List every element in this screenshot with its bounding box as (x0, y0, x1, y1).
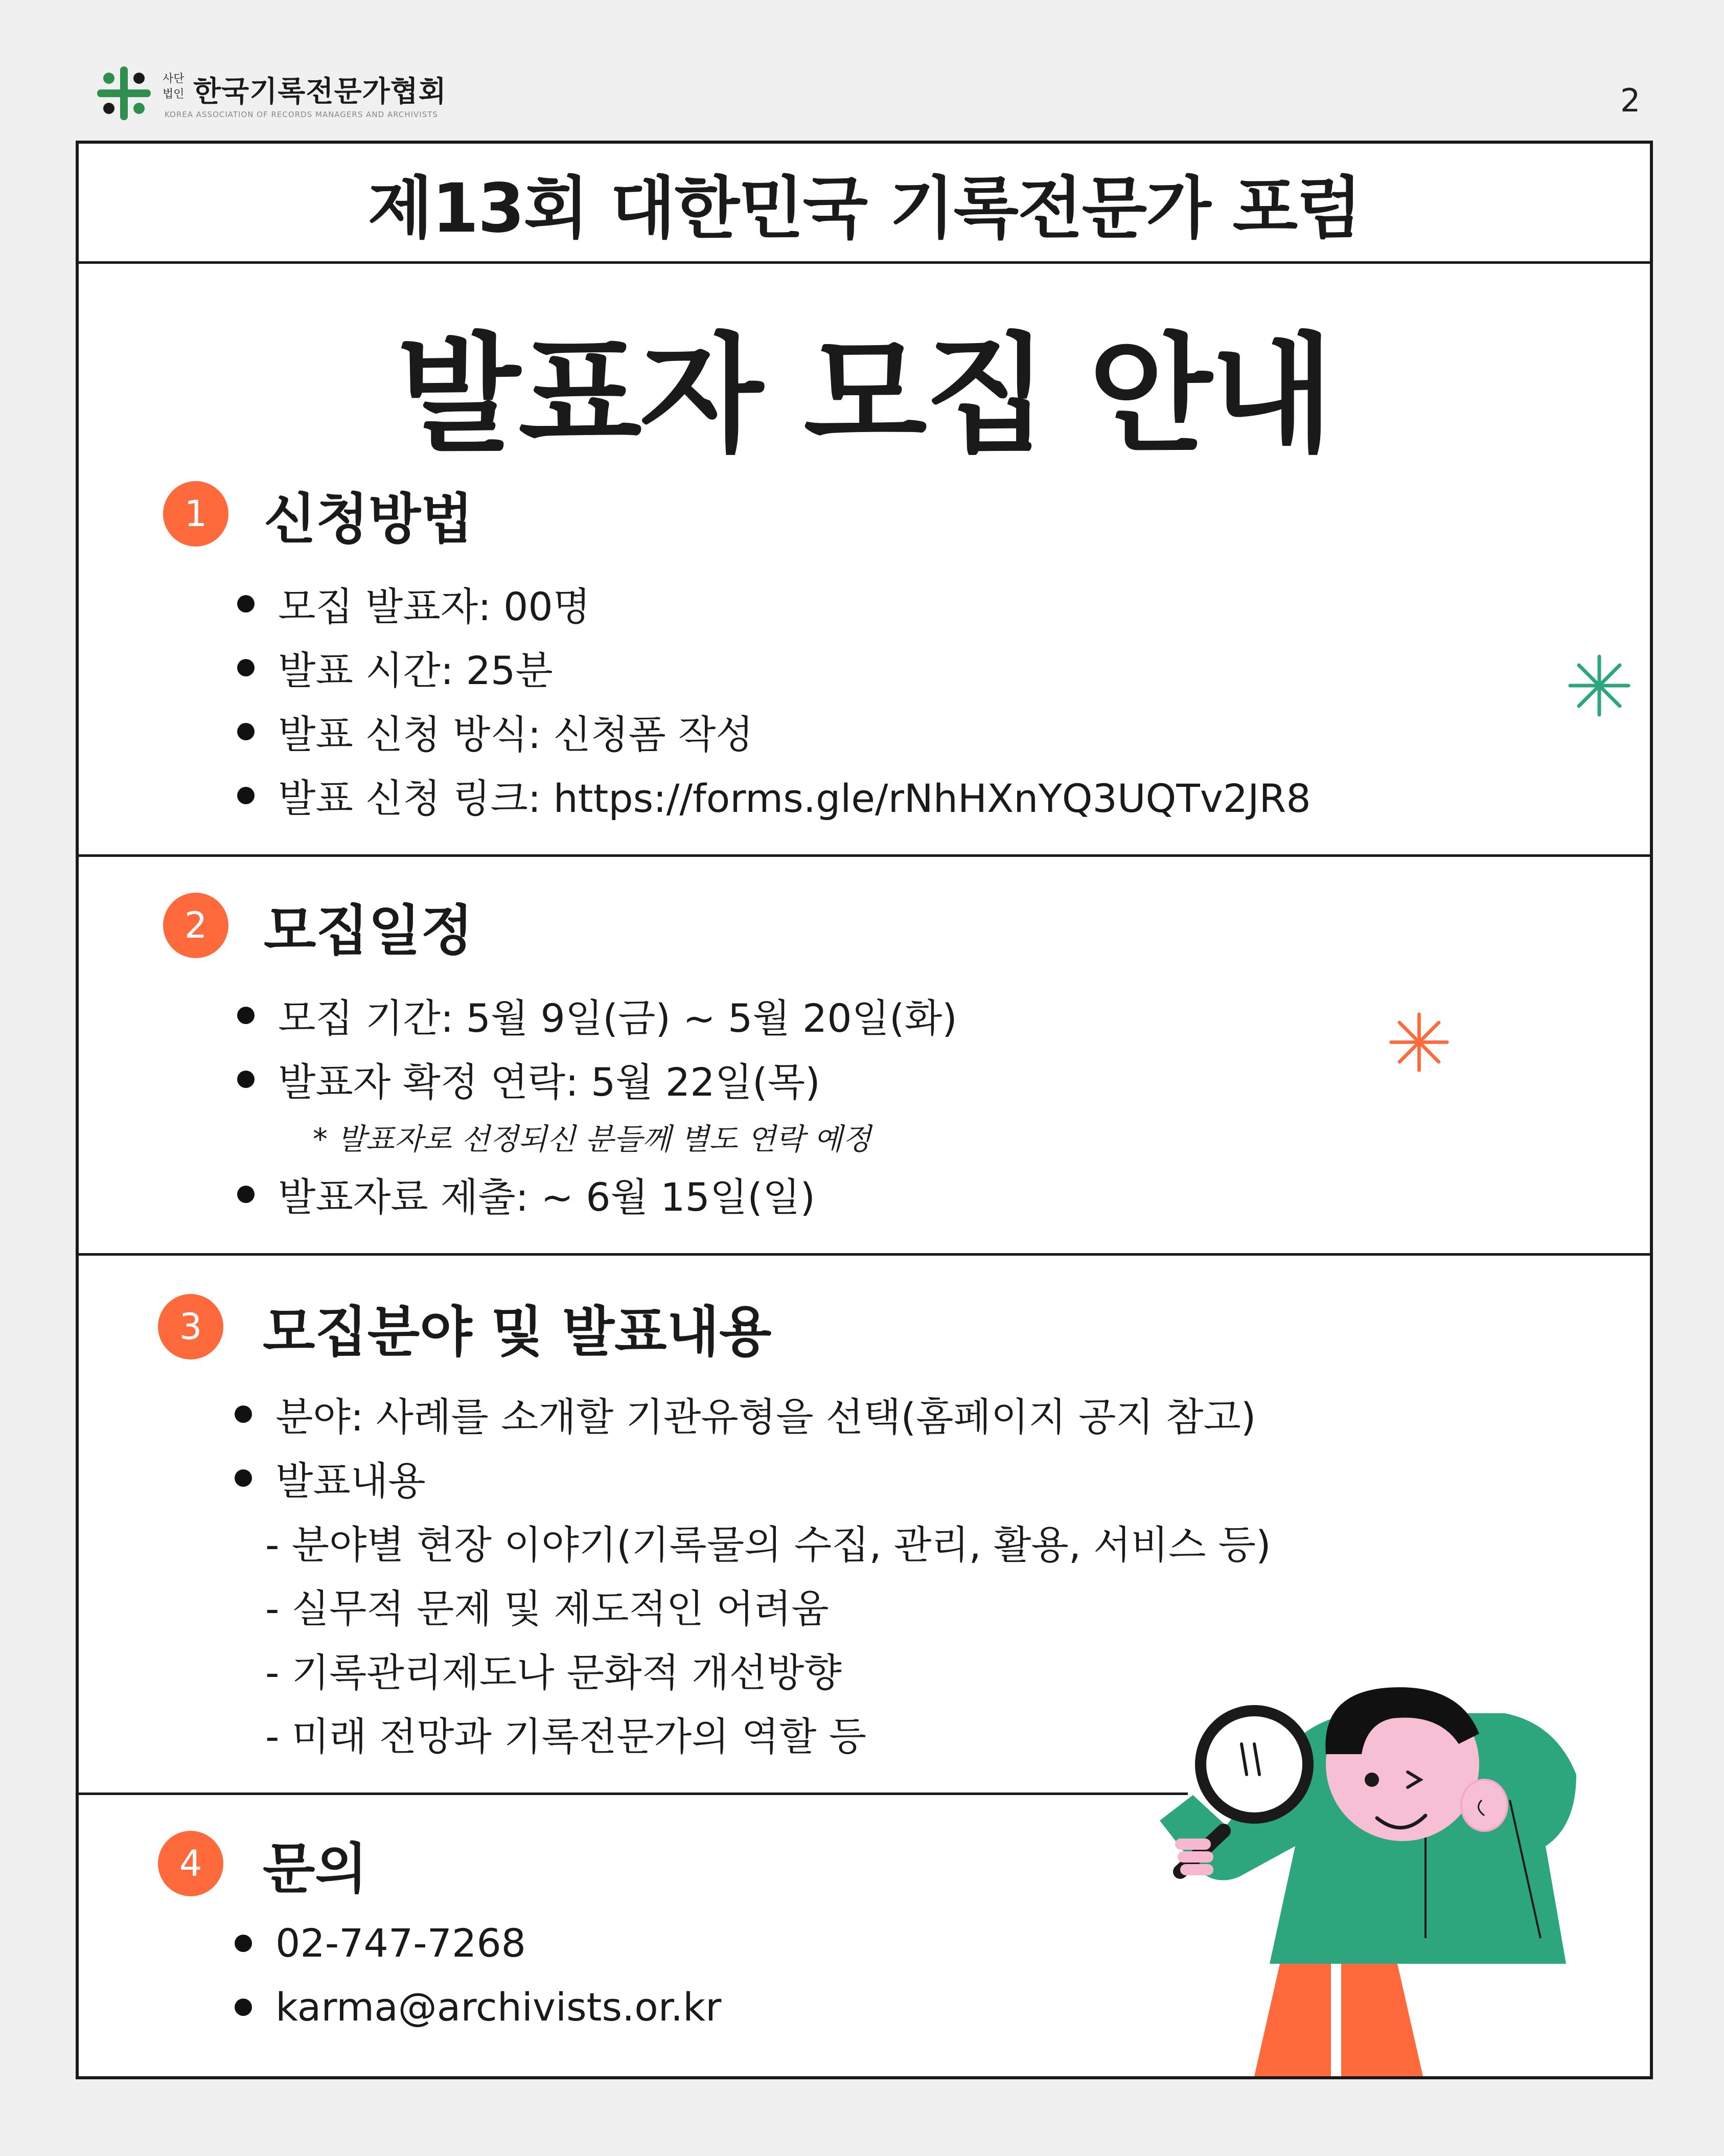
section-number-badge: 1 (163, 481, 228, 547)
list-item[interactable] (237, 767, 1311, 823)
bullet-dot (237, 787, 255, 804)
sub-item: - 분야별 현장 이야기(기록물의 수집, 관리, 활용, 서비스 등) (265, 1522, 1271, 1568)
forum-title: 제13회 대한민국 기록전문가 포럼 (367, 169, 1361, 248)
orange-asterisk-icon (1387, 1010, 1451, 1074)
bullet-dot (237, 595, 255, 612)
list-item: 분야: 사례를 소개할 기관유형을 선택(홈페이지 공지 참고) (235, 1386, 1256, 1442)
section-title: 신청방법 (264, 488, 473, 551)
list-item: 발표 시간: 25분 (237, 640, 553, 695)
main-title: 발표자 모집 안내 (397, 321, 1332, 469)
list-item: 발표내용 (235, 1450, 426, 1506)
list-item: 모집 발표자: 00명 (237, 576, 590, 631)
email-link[interactable]: karma@archivists.or.kr (275, 1984, 722, 2030)
section-number-badge: 4 (158, 1831, 223, 1896)
bullet-dot (237, 723, 255, 740)
list-item: 발표자 확정 연락: 5월 22일(목) (237, 1051, 820, 1107)
divider (79, 261, 1650, 264)
list-item: 모집 기간: 5월 9일(금) ~ 5월 20일(화) (237, 987, 957, 1043)
section-number-badge: 3 (158, 1294, 223, 1359)
page-number: 2 (1620, 82, 1641, 119)
sub-item: - 미래 전망과 기록전문가의 역할 등 (265, 1714, 867, 1759)
bullet-dot (237, 1007, 255, 1024)
section-title: 모집분야 및 발표내용 (263, 1301, 772, 1364)
list-item (235, 1920, 526, 1966)
sub-item: - 실무적 문제 및 제도적인 어려움 (265, 1586, 829, 1631)
bullet-dot (237, 659, 255, 676)
list-item: 발표 신청 방식: 신청폼 작성 (237, 703, 753, 759)
divider (79, 854, 1650, 857)
bullet-dot (237, 1186, 255, 1203)
logo-icon (95, 64, 153, 123)
bullet-dot (235, 1405, 252, 1423)
sub-item: - 기록관리제도나 문화적 개선방향 (265, 1650, 842, 1695)
bullet-dot (237, 1071, 255, 1088)
content-frame (76, 141, 1653, 2079)
section-number-badge: 2 (163, 893, 228, 958)
signup-link[interactable]: 발표 신청 링크: https://forms.gle/rNhHXnYQ3UQTv2JR8 (278, 776, 1311, 821)
section-title: 모집일정 (264, 899, 473, 962)
section-title: 문의 (263, 1837, 367, 1900)
list-item[interactable] (235, 1984, 721, 2030)
org-type-label: 사단 법인 (163, 73, 185, 101)
bullet-dot (235, 1999, 252, 2016)
phone-number: 02-747-7268 (275, 1920, 526, 1966)
bullet-dot (235, 1935, 252, 1952)
divider (79, 1792, 1188, 1795)
bullet-dot (235, 1469, 252, 1487)
note-text: * 발표자로 선정되신 분들께 별도 연락 예정 (313, 1122, 871, 1156)
divider (79, 1253, 1650, 1256)
person-with-magnifier-illustration (1152, 1560, 1650, 2076)
org-english-name: KOREA ASSOCIATION OF RECORDS MANAGERS AND ARCHIVISTS (165, 110, 438, 119)
org-name: 한국기록전문가협회 (193, 75, 447, 108)
list-item: 발표자료 제출: ~ 6월 15일(일) (237, 1166, 815, 1222)
green-asterisk-icon (1566, 652, 1633, 719)
